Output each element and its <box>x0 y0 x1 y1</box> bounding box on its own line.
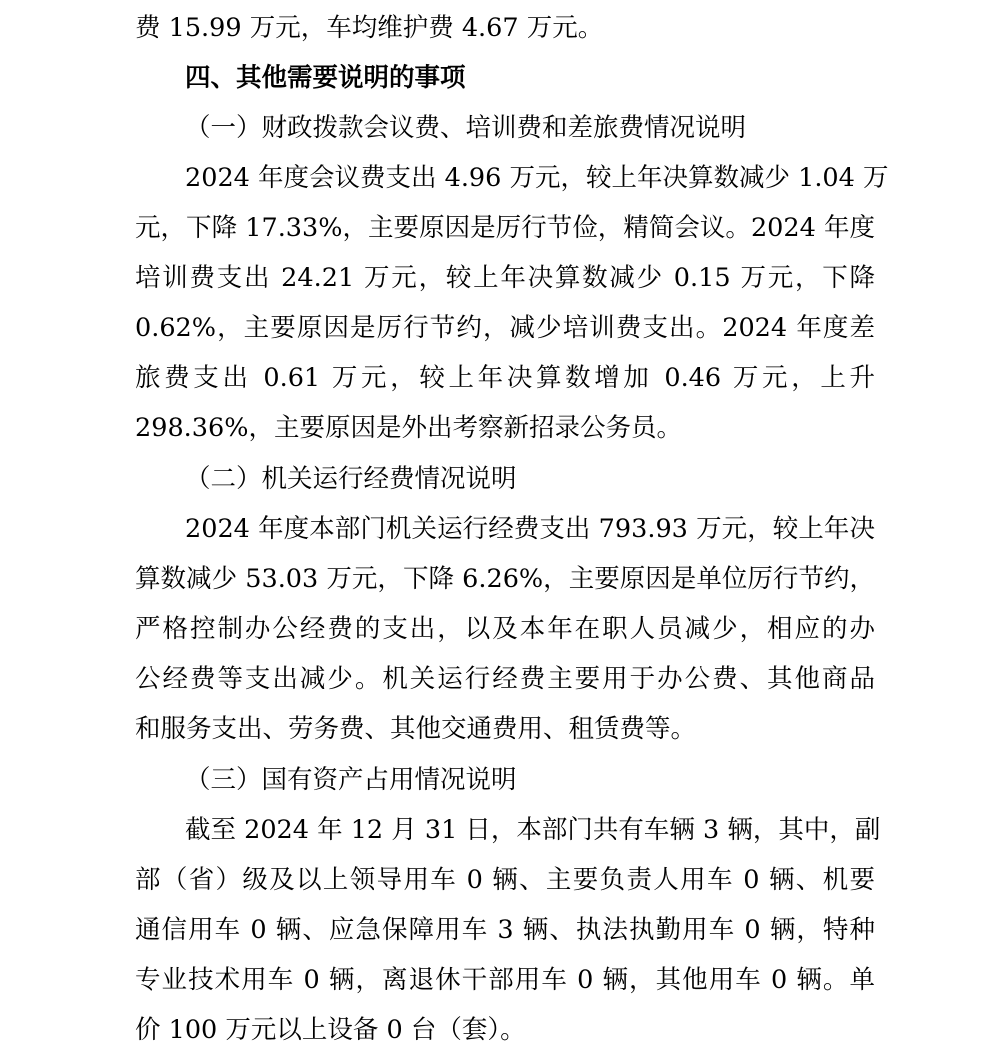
body-text-line: 298.36%，主要原因是外出考察新招录公务员。 <box>135 413 682 443</box>
body-text-line: 费 15.99 万元，车均维护费 4.67 万元。 <box>135 13 604 43</box>
subsection-heading: （二）机关运行经费情况说明 <box>185 464 517 494</box>
body-text-line: 部（省）级及以上领导用车 0 辆、主要负责人用车 0 辆、机要 <box>135 865 875 895</box>
section-heading: 四、其他需要说明的事项 <box>185 63 466 93</box>
body-text-line: 旅费支出 0.61 万元，较上年决算数增加 0.46 万元，上升 <box>135 363 875 393</box>
body-text-line: 通信用车 0 辆、应急保障用车 3 辆、执法执勤用车 0 辆，特种 <box>135 915 875 945</box>
body-text-line: 2024 年度会议费支出 4.96 万元，较上年决算数减少 1.04 万 <box>185 163 889 193</box>
body-text-line: 算数减少 53.03 万元，下降 6.26%，主要原因是单位厉行节约， <box>135 564 875 594</box>
body-text-line: 培训费支出 24.21 万元，较上年决算数减少 0.15 万元，下降 <box>135 263 875 293</box>
body-text-line: 和服务支出、劳务费、其他交通费用、租赁费等。 <box>135 714 697 744</box>
body-text-line: 2024 年度本部门机关运行经费支出 793.93 万元，较上年决 <box>185 514 875 544</box>
body-text-line: 价 100 万元以上设备 0 台（套）。 <box>135 1015 526 1045</box>
body-text-line: 公经费等支出减少。机关运行经费主要用于办公费、其他商品 <box>135 664 875 694</box>
subsection-heading: （三）国有资产占用情况说明 <box>185 765 517 795</box>
body-text-line: 专业技术用车 0 辆，离退休干部用车 0 辆，其他用车 0 辆。单 <box>135 965 875 995</box>
body-text-line: 元，下降 17.33%，主要原因是厉行节俭，精简会议。2024 年度 <box>135 213 875 243</box>
subsection-heading: （一）财政拨款会议费、培训费和差旅费情况说明 <box>185 113 747 143</box>
body-text-line: 严格控制办公经费的支出，以及本年在职人员减少，相应的办 <box>135 614 875 644</box>
body-text-line: 0.62%，主要原因是厉行节约，减少培训费支出。2024 年度差 <box>135 313 875 343</box>
body-text-line: 截至 2024 年 12 月 31 日，本部门共有车辆 3 辆，其中，副 <box>185 815 881 845</box>
